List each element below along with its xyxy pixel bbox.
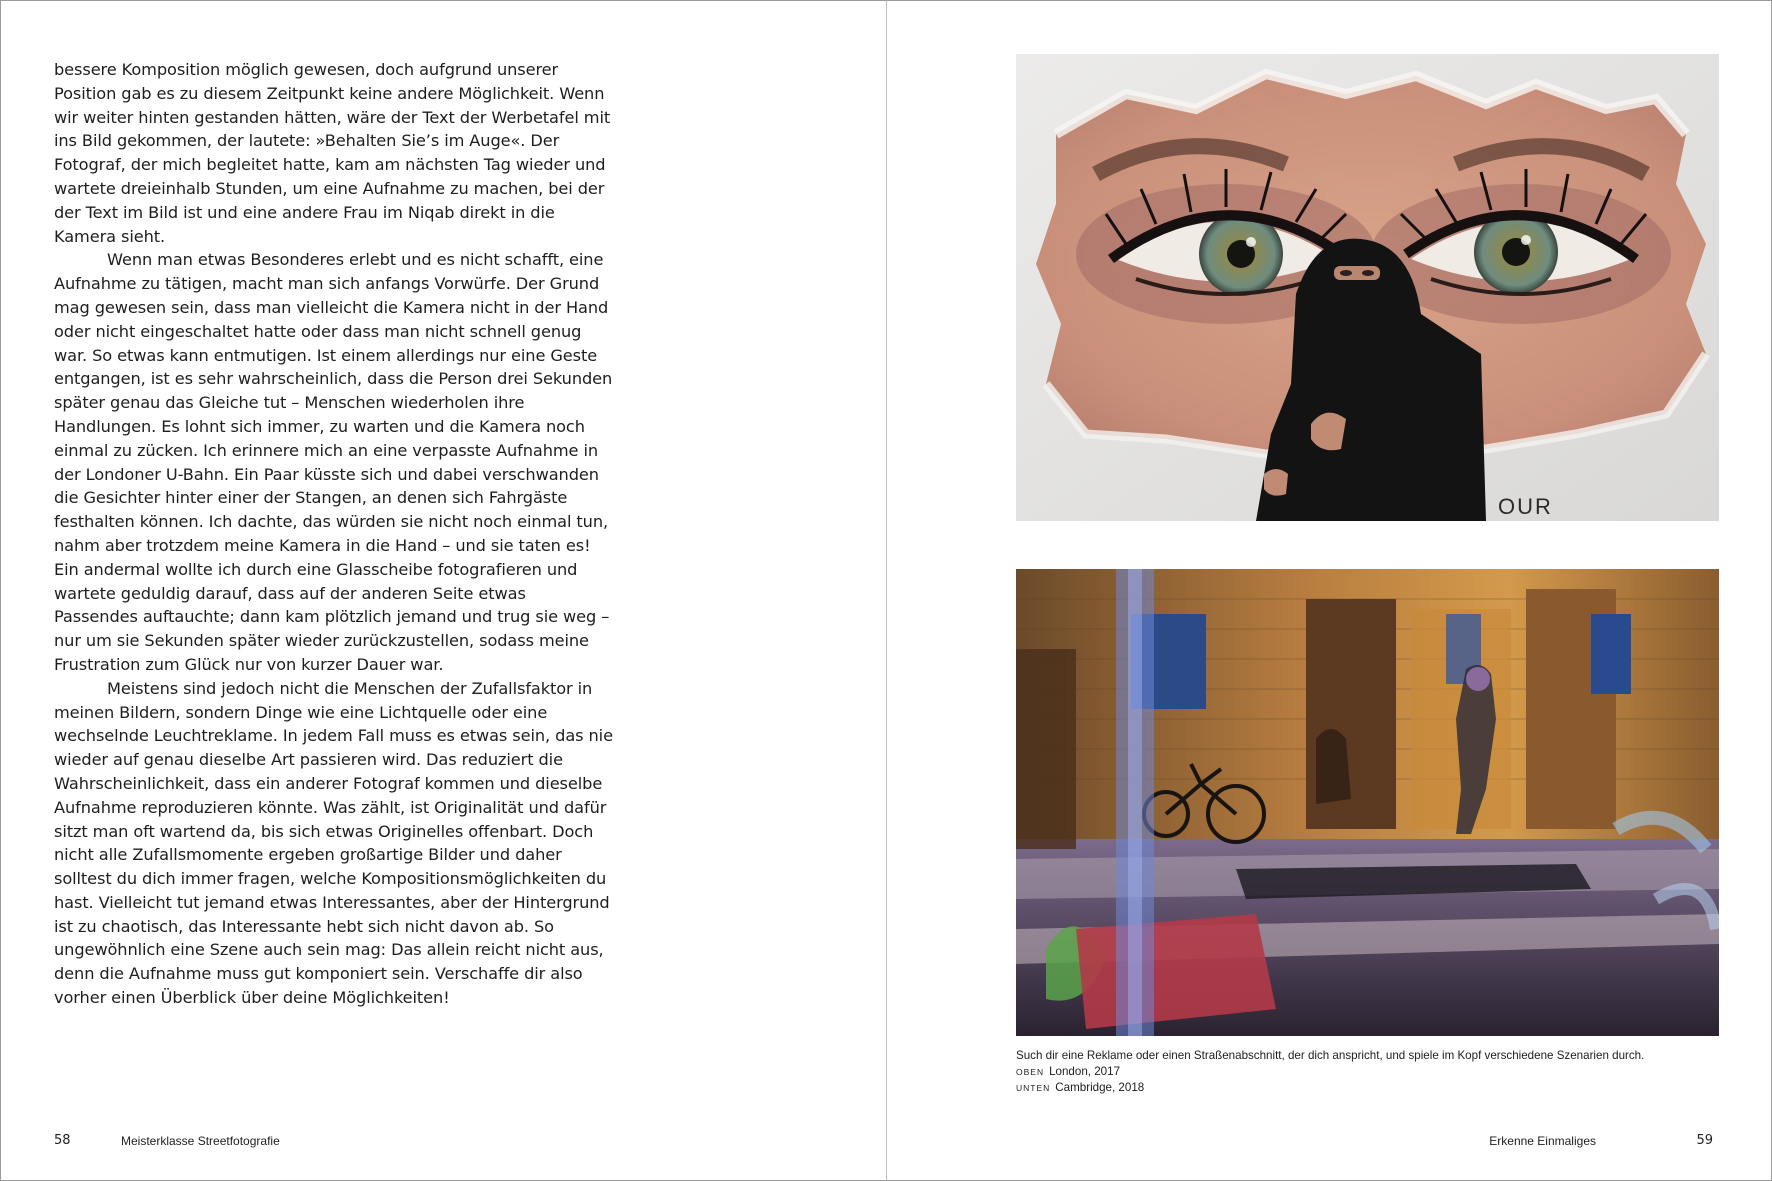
poster-text: OUR <box>1498 494 1553 519</box>
paragraph-3: Meistens sind jedoch nicht die Menschen der Zufallsfaktor in meinen Bildern, sondern Dinge wie eine Lichtquelle oder eine wechselnde Leuchtreklame. In jedem Fall muss es etwas sein, das nie wieder auf genau dieselbe Art passieren wird. Das reduziert die Wahrscheinlichkeit, dass ein anderer Fotograf kommen und dieselbe Aufnahme reproduzieren könnte. Was zählt, ist Originalität und dafür sitzt man oft wartend da, bis sich etwas Originelles offenbart. Doch nicht alle Zufallsmomente ergeben großartige Bilder und daher solltest du dich immer fragen, welche Kompositionsmöglichkeiten du hast. Vielleicht tut jemand etwas Interessantes, aber der Hintergrund ist zu chaotisch, das Interessante hebt sich nicht davon ab. So ungewöhnlich eine Szene auch sein mag: Das allein reicht nicht aus, denn die Aufnahme muss gut komponiert sein. Verschaffe dir also vorher einen Überblick über deine Möglichkeiten! <box>54 678 613 1008</box>
body-text <box>54 58 614 1010</box>
caption-label-top: OBEN <box>1016 1066 1045 1077</box>
photo-cambridge-image <box>1016 569 1719 1036</box>
caption-bottom-line <box>1016 1080 1666 1097</box>
paragraph-2: Wenn man etwas Besonderes erlebt und es nicht schafft, eine Aufnahme zu tätigen, macht man sich anfangs Vorwürfe. Der Grund mag gewesen sein, dass man vielleicht die Kamera nicht in der Hand oder nicht eingeschaltet hatte oder dass man nicht schnell genug war. So etwas kann entmutigen. Ist einem allerdings nur eine Geste entgangen, ist es sehr wahrscheinlich, dass die Person drei Sekunden später genau das Gleiche tut – Menschen wiederholen ihre Handlungen. Es lohnt sich immer, zu warten und die Kamera noch einmal zu zücken. Ich erinnere mich an eine verpasste Aufnahme in der Londoner U-Bahn. Ein Paar küsste sich und dabei verschwanden die Gesichter hinter einer der Stangen, an denen sich Fahrgäste festhalten können. Ich dachte, das würden sie nicht noch einmal tun, nahm aber trotzdem meine Kamera in die Hand – und sie taten es! Ein andermal wollte ich durch eine Glasscheibe fotografieren und wartete geduldig darauf, dass auf der anderen Seite etwas Passendes auftauchte; dann kam plötzlich jemand und trug sie weg – nur um sie Sekunden später wieder zurückzustellen, sodass meine Frustration zum Glück nur von kurzer Dauer war. <box>54 250 613 674</box>
caption-label-bottom: UNTEN <box>1016 1083 1051 1093</box>
paragraph-1: bessere Komposition möglich gewesen, doch aufgrund unserer Position gab es zu diesem Zeitpunkt keine andere Möglichkeit. Wenn wir weiter hinten gestanden hätten, wäre der Text der Werbetafel mit ins Bild gekommen, der lautete: »Behalten Sie’s im Auge«. Der Fotograf, der mich begleitet hatte, kam am nächsten Tag wieder und wartete dreieinhalb Stunden, um eine Aufnahme zu machen, bei der der Text im Bild ist und eine andere Frau im Niqab direkt in die Kamera sieht. <box>54 60 611 246</box>
page-number-left: 58 <box>54 1133 71 1148</box>
running-head-right: Erkenne Einmaliges <box>1489 1134 1596 1148</box>
photo-london-niqab <box>1016 54 1719 521</box>
caption-text: Such dir eine Reklame oder einen Straßenabschnitt, der dich anspricht, und spiele im Kopf verschiedene Szenarien durch. <box>1016 1049 1645 1062</box>
caption-top-line <box>1016 1064 1666 1081</box>
caption-place-bottom: Cambridge, 2018 <box>1055 1081 1145 1094</box>
photo-caption <box>1016 1048 1666 1097</box>
photo-london-image <box>1016 54 1719 521</box>
photo-cambridge-reflection <box>1016 569 1719 1036</box>
right-page <box>886 0 1772 1181</box>
running-head-left: Meisterklasse Streetfotografie <box>121 1134 280 1148</box>
page-number-right: 59 <box>1696 1133 1713 1148</box>
caption-place-top: London, 2017 <box>1049 1064 1121 1078</box>
